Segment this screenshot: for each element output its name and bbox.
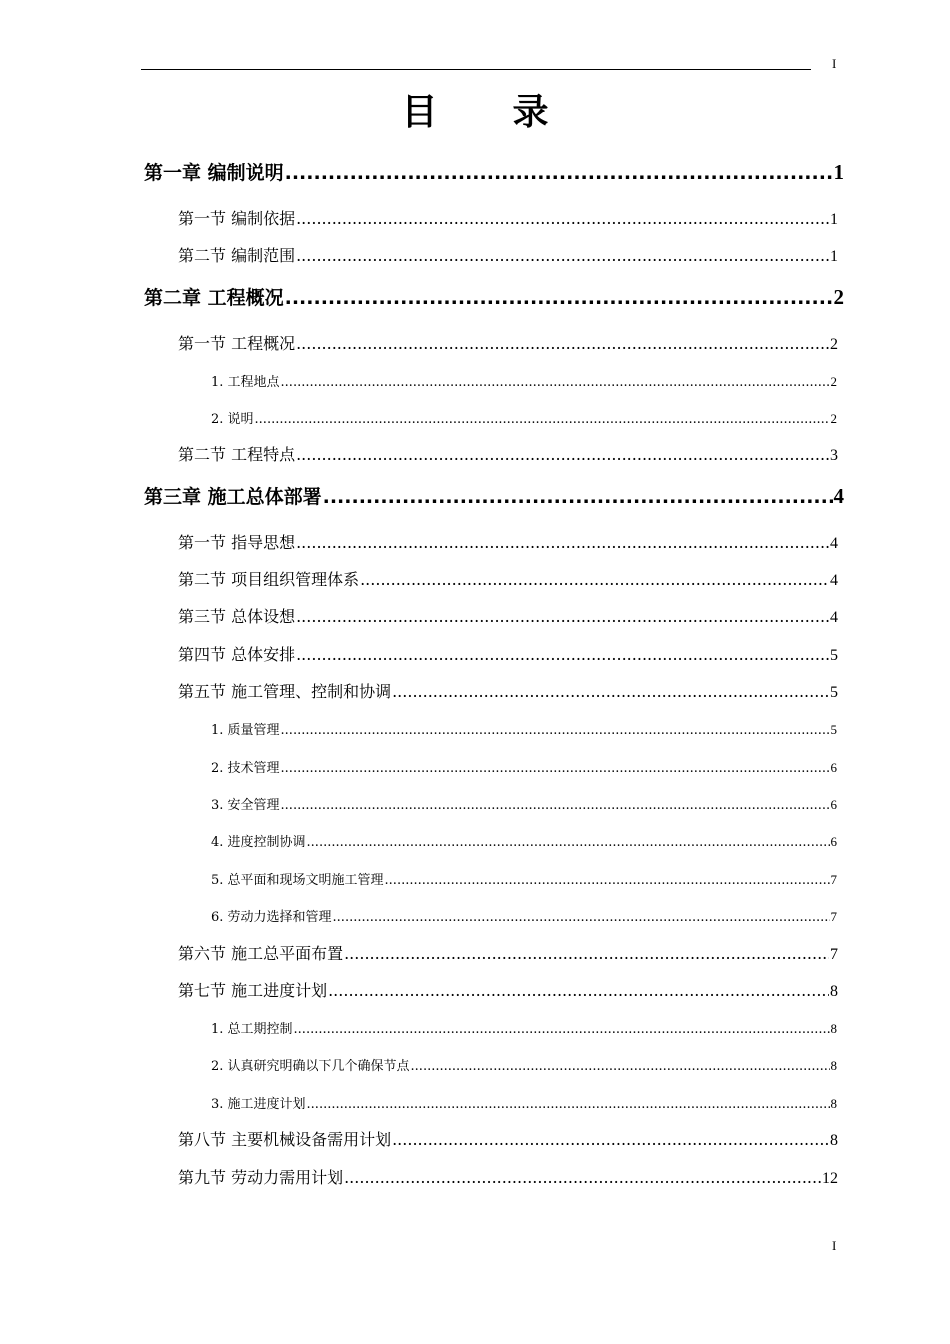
toc-entry[interactable] [178, 1127, 838, 1149]
toc-leader [385, 873, 830, 888]
toc-leader [411, 1059, 830, 1074]
toc-entry-label: 第九节 劳动力需用计划 [178, 1168, 344, 1187]
toc-leader [296, 445, 829, 464]
toc-entry-page: 1 [830, 248, 838, 265]
toc-entry-label: 第四节 总体安排 [178, 645, 296, 664]
toc-leader [344, 1168, 821, 1187]
toc-entry-page: 6 [830, 760, 837, 775]
header-page-number: I [832, 56, 837, 71]
toc-leader [281, 798, 830, 813]
toc-entry-page: 6 [830, 797, 837, 812]
toc-entry[interactable] [178, 978, 838, 1000]
toc-leader [344, 944, 829, 963]
toc-leader [294, 1022, 830, 1037]
toc-entry[interactable] [211, 906, 837, 924]
toc-entry-label: 第二节 项目组织管理体系 [178, 570, 360, 589]
toc-entry[interactable] [144, 158, 844, 184]
toc-entry-page: 1 [830, 211, 838, 228]
toc-entry-label: 第二章 工程概况 [144, 287, 284, 309]
toc-entry-page: 8 [830, 1021, 837, 1036]
toc-leader [307, 1097, 830, 1112]
header-rule [141, 69, 811, 70]
toc-leader [281, 723, 830, 738]
toc-leader [296, 246, 829, 265]
toc-entry-label: 第一节 工程概况 [178, 334, 296, 353]
toc-entry[interactable] [178, 941, 838, 963]
toc-entry-page: 7 [830, 946, 838, 963]
toc-leader [281, 375, 830, 390]
toc-entry-label: 2. 技术管理 [211, 761, 280, 776]
toc-entry-page: 5 [830, 684, 838, 701]
toc-entry-page: 6 [830, 834, 837, 849]
toc-entry-label: 第五节 施工管理、控制和协调 [178, 682, 392, 701]
toc-entry-page: 4 [830, 572, 838, 589]
toc-leader [285, 287, 833, 309]
toc-entry-page: 2 [830, 411, 837, 426]
toc-entry-label: 2. 说明 [211, 412, 254, 427]
toc-entry[interactable] [211, 831, 837, 849]
toc-entry[interactable] [211, 794, 837, 812]
toc-entry-label: 4. 进度控制协调 [211, 835, 306, 850]
toc-entry-page: 8 [830, 1058, 837, 1073]
toc-entry-label: 第一节 指导思想 [178, 533, 296, 552]
toc-entry-label: 5. 总平面和现场文明施工管理 [211, 873, 384, 888]
toc-entry-page: 7 [830, 909, 837, 924]
toc-entry-page: 8 [830, 1096, 837, 1111]
toc-entry-page: 5 [830, 647, 838, 664]
toc-entry-page: 5 [830, 722, 837, 737]
toc-entry[interactable] [211, 1093, 837, 1111]
toc-entry-label: 3. 施工进度计划 [211, 1097, 306, 1112]
toc-entry-label: 第八节 主要机械设备需用计划 [178, 1130, 392, 1149]
title-char-2: 录 [512, 92, 549, 133]
title-char-1: 目 [401, 92, 438, 133]
toc-entry[interactable] [211, 371, 837, 389]
toc-entry[interactable] [178, 530, 838, 552]
toc-entry-label: 2. 认真研究明确以下几个确保节点 [211, 1059, 410, 1074]
toc-entry-page: 4 [830, 535, 838, 552]
toc-entry[interactable] [211, 1055, 837, 1073]
toc-entry-page: 8 [830, 1132, 838, 1149]
toc-leader [296, 607, 829, 626]
toc-entry[interactable] [178, 679, 838, 701]
toc-entry-label: 第三节 总体设想 [178, 607, 296, 626]
toc-entry[interactable] [144, 482, 844, 508]
toc-leader [333, 910, 830, 925]
toc-entry[interactable] [178, 642, 838, 664]
toc-leader [392, 682, 829, 701]
toc-leader [323, 486, 833, 508]
toc-leader [392, 1130, 829, 1149]
toc-entry-label: 1. 工程地点 [211, 375, 280, 390]
toc-entry-label: 第七节 施工进度计划 [178, 981, 328, 1000]
toc-leader [296, 533, 829, 552]
toc-entry-page: 4 [833, 484, 844, 508]
toc-leader [296, 209, 829, 228]
toc-entry-label: 6. 劳动力选择和管理 [211, 910, 332, 925]
toc-entry[interactable] [178, 1165, 838, 1187]
toc-entry-page: 4 [830, 609, 838, 626]
toc-leader [285, 162, 833, 184]
toc-entry-label: 第一章 编制说明 [144, 162, 284, 184]
toc-entry-page: 3 [830, 447, 838, 464]
toc-entry[interactable] [211, 408, 837, 426]
toc-entry[interactable] [178, 206, 838, 228]
page-title [0, 84, 950, 135]
toc-entry-label: 3. 安全管理 [211, 798, 280, 813]
toc-entry-page: 2 [830, 336, 838, 353]
toc-entry[interactable] [178, 567, 838, 589]
toc-entry-page: 7 [830, 872, 837, 887]
toc-entry-page: 2 [833, 285, 844, 309]
toc-entry[interactable] [144, 283, 844, 309]
toc-entry-label: 1. 总工期控制 [211, 1022, 293, 1037]
toc-entry[interactable] [211, 757, 837, 775]
toc-entry[interactable] [178, 331, 838, 353]
toc-leader [360, 570, 829, 589]
toc-entry-label: 第三章 施工总体部署 [144, 486, 322, 508]
toc-entry-page: 12 [822, 1170, 838, 1187]
toc-entry[interactable] [178, 442, 838, 464]
toc-leader [296, 645, 829, 664]
footer-page-number: I [832, 1238, 837, 1253]
toc-leader [328, 981, 829, 1000]
toc-entry-label: 第二节 编制范围 [178, 246, 296, 265]
toc-leader [281, 761, 830, 776]
toc-entry[interactable] [211, 869, 837, 887]
toc-leader [307, 835, 830, 850]
toc-entry-page: 1 [833, 160, 844, 184]
toc-entry[interactable] [211, 719, 837, 737]
toc-leader [255, 412, 830, 427]
toc-entry-label: 第一节 编制依据 [178, 209, 296, 228]
toc-entry[interactable] [178, 243, 838, 265]
toc-entry-page: 8 [830, 983, 838, 1000]
toc-entry-label: 1. 质量管理 [211, 723, 280, 738]
toc-entry-label: 第六节 施工总平面布置 [178, 944, 344, 963]
toc-entry-page: 2 [830, 374, 837, 389]
toc-entry[interactable] [211, 1018, 837, 1036]
toc-leader [296, 334, 829, 353]
toc-entry[interactable] [178, 604, 838, 626]
toc-entry-label: 第二节 工程特点 [178, 445, 296, 464]
